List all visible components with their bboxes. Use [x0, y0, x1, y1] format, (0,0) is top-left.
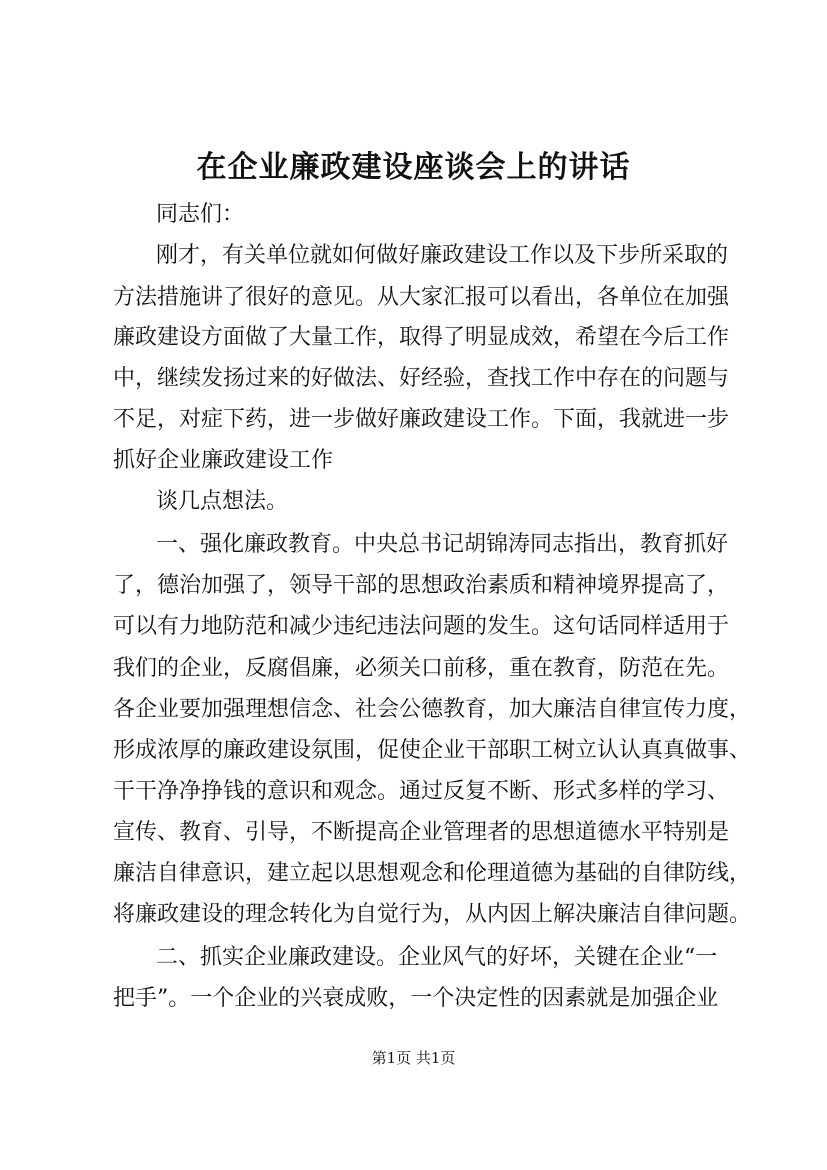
body-line: 廉政建设方面做了大量工作，取得了明显成效，希望在今后工作 [113, 325, 730, 350]
body-line: 干干净净挣钱的意识和观念。通过反复不断、形式多样的学习、 [113, 779, 730, 804]
body-line: 各企业要加强理想信念、社会公德教育，加大廉洁自律宣传力度， [113, 697, 752, 722]
body-line: 我们的企业，反腐倡廉，必须关口前移，重在教育，防范在先。 [113, 656, 730, 681]
body-line: 宣传、教育、引导，不断提高企业管理者的思想道德水平特别是 [113, 820, 730, 845]
page-number: 第1页 共1页 [371, 1049, 456, 1067]
salutation: 同志们： [156, 202, 245, 227]
body-line: 抓好企业廉政建设工作 [113, 448, 334, 473]
document-title: 在企业廉政建设座谈会上的讲话 [196, 150, 631, 185]
body-line: 中，继续发扬过来的好做法、好经验，查找工作中存在的问题与 [113, 366, 730, 391]
body-line: 把手”。一个企业的兴衰成败，一个决定性的因素就是加强企业 [113, 986, 719, 1011]
body-line: 不足，对症下药，进一步做好廉政建设工作。下面，我就进一步 [113, 407, 730, 432]
body-line: 刚才，有关单位就如何做好廉政建设工作以及下步所采取的 [156, 243, 729, 268]
section-heading-line: 二、抓实企业廉政建设。企业风气的好坏，关键在企业“一 [156, 945, 718, 970]
body-line: 谈几点想法。 [156, 489, 289, 514]
body-line: 方法措施讲了很好的意见。从大家汇报可以看出，各单位在加强 [113, 285, 730, 310]
body-line: 形成浓厚的廉政建设氛围，促使企业干部职工树立认认真真做事、 [113, 738, 752, 763]
body-line: 廉洁自律意识，建立起以思想观念和伦理道德为基础的自律防线， [113, 861, 752, 886]
body-line: 可以有力地防范和减少违纪违法问题的发生。这句话同样适用于 [113, 614, 730, 639]
section-heading-line: 一、强化廉政教育。中央总书记胡锦涛同志指出，教育抓好 [156, 532, 729, 557]
body-line: 了，德治加强了，领导干部的思想政治素质和精神境界提高了， [113, 573, 730, 598]
body-line: 将廉政建设的理念转化为自觉行为，从内因上解决廉洁自律问题。 [113, 902, 752, 927]
